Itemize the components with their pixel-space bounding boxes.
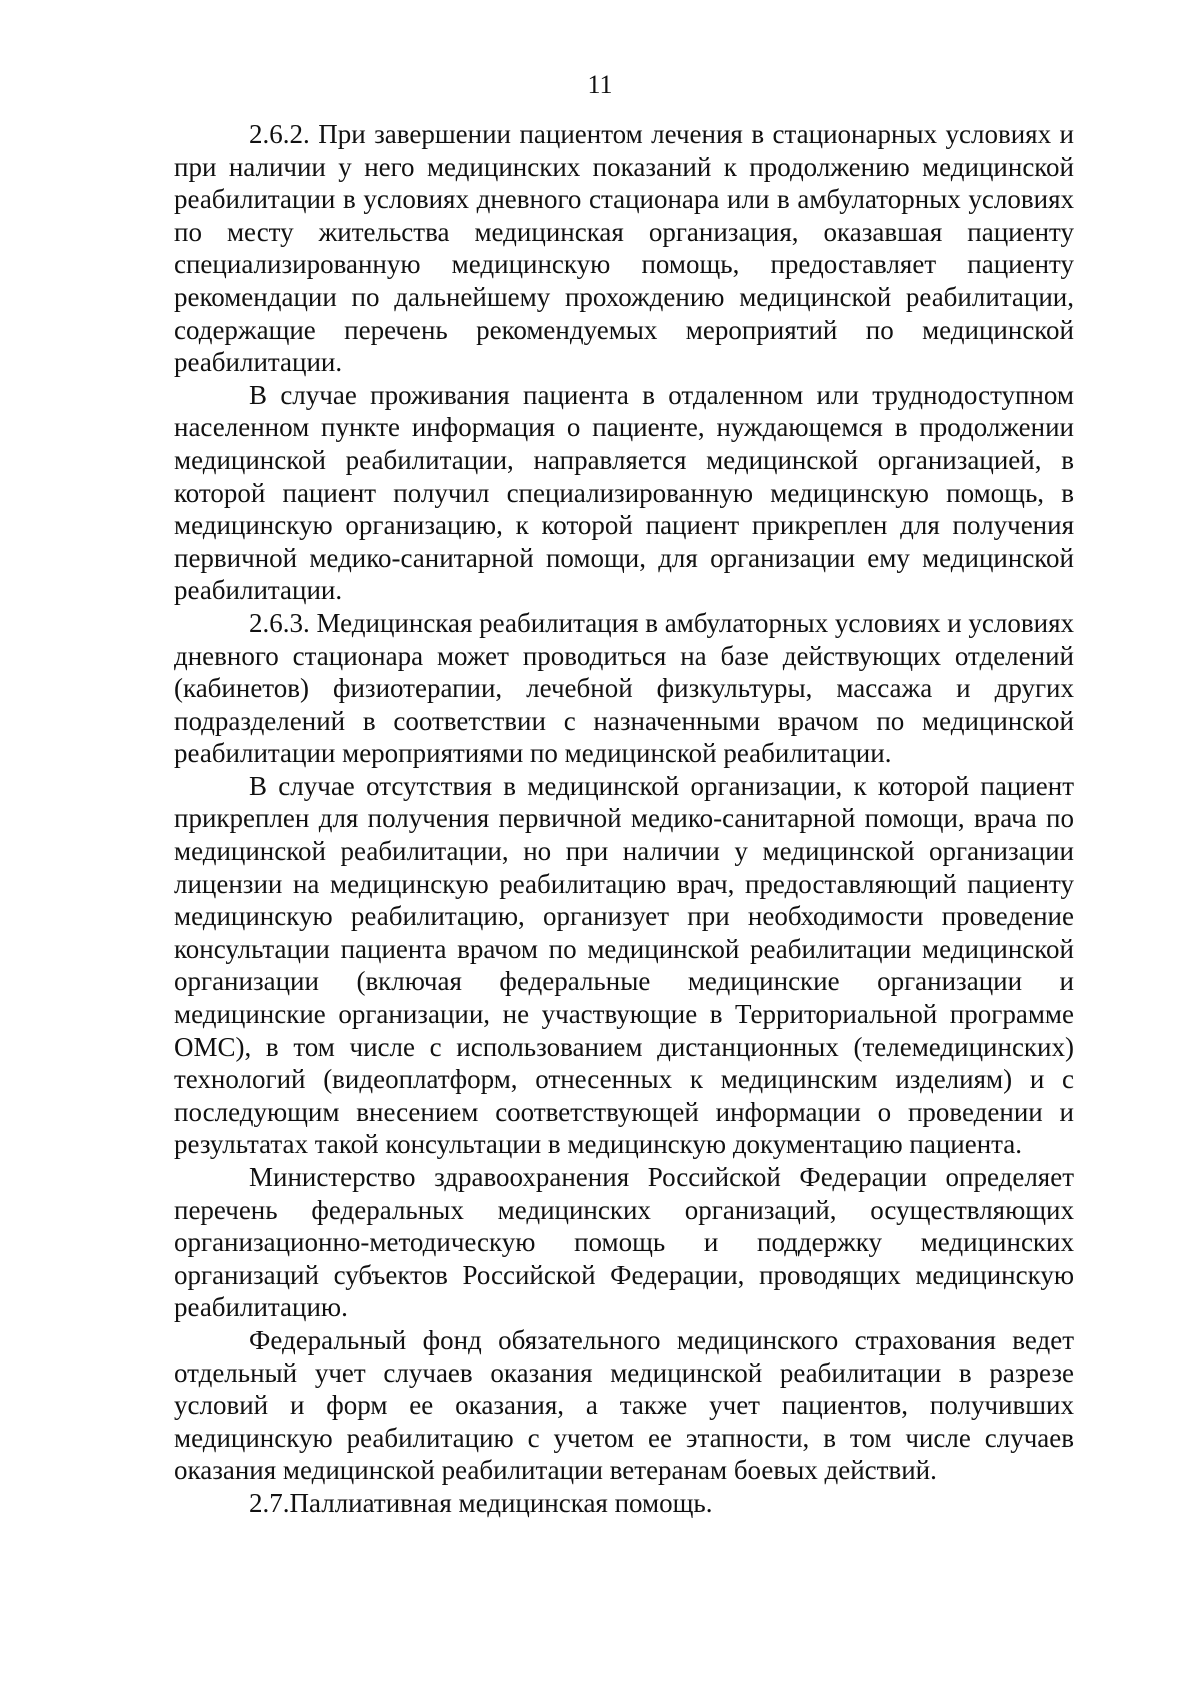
paragraph-remote-residence: В случае проживания пациента в отдаленном или труднодоступном населенном пункте информация о пациенте, нуждающемся в продолжении медицинской реабилитации, направляется медицинской организацией, в которой пациент получил специализированную медицинскую помощь, в медицинскую организацию, к которой пациент прикреплен для получения первичной медико-санитарной помощи, для организации ему медицинской реабилитации. xyxy=(174,379,1074,606)
section-heading-2-7: 2.7.Паллиативная медицинская помощь. xyxy=(249,1487,713,1518)
page-number: 11 xyxy=(587,70,613,99)
paragraph-2-6-2: 2.6.2. При завершении пациентом лечения в стационарных условиях и при наличии у него медицинских показаний к продолжению медицинской реабилитации в условиях дневного стационара или в амбулаторных условиях по месту жительства медицинская организация, оказавшая пациенту специализированную медицинскую помощь, предоставляет пациенту рекомендации по дальнейшему прохождению медицинской реабилитации, содержащие перечень рекомендуемых мероприятий по медицинской реабилитации. xyxy=(174,119,1074,378)
paragraph-ministry: Министерство здравоохранения Российской Федерации определяет перечень федеральных медицинских организаций, осуществляющих организационно-методическую помощь и поддержку медицинских организаций субъектов Российской Федерации, проводящих медицинскую реабилитацию. xyxy=(174,1162,1074,1323)
document-body xyxy=(174,118,1074,1520)
paragraph-no-rehab-doctor: В случае отсутствия в медицинской организации, к которой пациент прикреплен для получения первичной медико-санитарной помощи, врача по медицинской реабилитации, но при наличии у медицинской организации лицензии на медицинскую реабилитацию врач, предоставляющий пациенту медицинскую реабилитацию, организует при необходимости проведение консультации пациента врачом по медицинской реабилитации медицинской организации (включая федеральные медицинские организации и медицинские организации, не участвующие в Территориальной программе ОМС), в том числе с использованием дистанционных (телемедицинских) технологий (видеоплатформ, отнесенных к медицинским изделиям) и с последующим внесением соответствующей информации о проведении и результатах такой консультации в медицинскую документацию пациента. xyxy=(174,770,1074,1160)
paragraph-2-6-3: 2.6.3. Медицинская реабилитация в амбулаторных условиях и условиях дневного стационара может проводиться на базе действующих отделений (кабинетов) физиотерапии, лечебной физкультуры, массажа и других подразделений в соответствии с назначенными врачом по медицинской реабилитации мероприятиями по медицинской реабилитации. xyxy=(174,607,1074,769)
paragraph-federal-fund: Федеральный фонд обязательного медицинского страхования ведет отдельный учет случаев оказания медицинской реабилитации в разрезе условий и форм ее оказания, а также учет пациентов, получивших медицинскую реабилитацию с учетом ее этапности, в том числе случаев оказания медицинской реабилитации ветеранам боевых действий. xyxy=(174,1324,1074,1486)
